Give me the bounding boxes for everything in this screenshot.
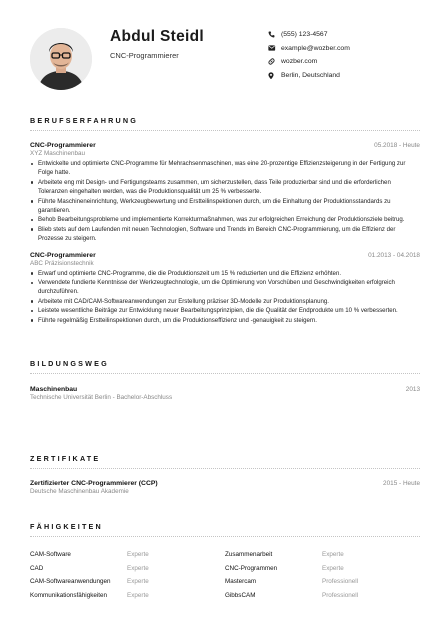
skills-heading: FÄHIGKEITEN [30, 522, 103, 531]
email-icon [268, 45, 281, 51]
section-divider [30, 468, 420, 469]
skill-item [225, 575, 420, 589]
section-divider [30, 536, 420, 537]
achievement-item: Erwarf und optimierte CNC-Programme, die die Produktionszeit um 15 % reduzierten und die Effizienz erhöhten. [30, 269, 420, 278]
achievement-item: Verwendete fundierte Kenntnisse der Werkzeugtechnologie, um die Optimierung von Vorschüben und Geschwindigkeiten erfolgreich durchzuführen. [30, 278, 420, 297]
contact-website-text: wozber.com [281, 58, 318, 66]
skill-item [30, 548, 225, 562]
skills-column-right [225, 548, 420, 602]
location-icon [268, 72, 281, 80]
achievement-item: Arbeitete eng mit Design- und Fertigungsteams zusammen, um sicherzustellen, dass Teile produzierbar sind und die erforderlichen Toleranzen eingehalten werden, was die Produktionsqualität um 25 % verbesserte. [30, 178, 420, 197]
skill-name: GibbsCAM [225, 592, 256, 600]
contact-phone [268, 28, 350, 42]
contact-location-text: Berlin, Deutschland [281, 72, 340, 80]
skill-level: Experte [127, 592, 149, 600]
contact-website[interactable] [268, 55, 350, 69]
skill-item [225, 548, 420, 562]
contact-email-text: example@wozber.com [281, 44, 350, 52]
certificate-issuer: Deutsche Maschinenbau Akademie [30, 488, 129, 495]
job-title: CNC-Programmierer [30, 142, 96, 149]
job-title: CNC-Programmierer [30, 251, 96, 259]
skills-section [30, 522, 420, 602]
education-date: 2013 [405, 386, 420, 393]
experience-heading: BERUFSERFAHRUNG [30, 116, 139, 125]
job-achievements [30, 269, 420, 325]
contact-location [268, 69, 350, 83]
skill-name: CAD [30, 564, 44, 572]
education-entry [30, 386, 420, 401]
skill-name: CAM-Softwareanwendungen [30, 578, 111, 586]
resume-header [30, 22, 420, 94]
skills-grid [30, 548, 420, 602]
job-date: 05.2018 - Heute [374, 142, 420, 149]
job-date: 01.2013 - 04.2018 [368, 251, 420, 259]
achievement-item: Blieb stets auf dem Laufenden mit neuen Technologien, Software und Trends im Bereich CNC-Programmierung, um die Effizienz der Prozesse zu steigern. [30, 225, 420, 244]
achievement-item: Behob Bearbeitungsprobleme und implementierte Korrekturmaßnahmen, was zur erfolgreichen Erreichung der Produktionsziele beitrug. [30, 215, 420, 224]
avatar [30, 28, 92, 90]
skill-level: Experte [127, 578, 149, 586]
skill-name: Mastercam [225, 578, 257, 586]
skill-level: Experte [322, 564, 344, 572]
achievement-item: Führte regelmäßig Erstteilinspektionen durch, um die Produktionseffizienz und -genauigkeit zu steigern. [30, 316, 420, 325]
candidate-role: CNC-Programmierer [110, 51, 179, 60]
contact-list [268, 28, 350, 82]
phone-icon [268, 31, 281, 38]
section-divider [30, 130, 420, 131]
skill-level: Experte [322, 551, 344, 559]
skill-name: CAM-Software [30, 551, 71, 559]
skill-level: Professionell [322, 592, 359, 600]
certificates-heading: ZERTIFIKATE [30, 454, 101, 463]
skill-item [30, 589, 225, 603]
skill-name: CNC-Programmen [225, 564, 278, 572]
experience-section [30, 116, 420, 325]
skill-item [225, 589, 420, 603]
achievement-item: Führte Maschineneinrichtung, Werkzeugbewertung und Erstteilinspektionen durch, um die Einhaltung der Produktionsstandards zu garantieren. [30, 197, 420, 216]
job-entry [30, 142, 420, 244]
skill-level: Experte [127, 564, 149, 572]
job-entry [30, 252, 420, 325]
certificate-date: 2015 - Heute [383, 480, 420, 487]
degree-title: Maschinenbau [30, 386, 78, 393]
job-company: XYZ Maschinenbau [30, 150, 85, 157]
achievement-item: Arbeitete mit CAD/CAM-Softwareanwendungen zur Erstellung präziser 3D-Modelle zur Produktionsplanung. [30, 297, 420, 306]
certificate-title: Zertifizierter CNC-Programmierer (CCP) [30, 480, 158, 487]
skill-name: Zusammenarbeit [225, 551, 273, 559]
skill-level: Professionell [322, 578, 359, 586]
achievement-item: Entwickelte und optimierte CNC-Programme für Mehrachsenmaschinen, was eine 20-prozentige Effizienzsteigerung in der Fertigung zur Folge hatte. [30, 159, 420, 178]
skill-item [30, 575, 225, 589]
candidate-name: Abdul Steidl [110, 28, 205, 45]
skills-column-left [30, 548, 225, 602]
education-section [30, 359, 420, 401]
education-heading: BILDUNGSWEG [30, 359, 109, 368]
certificates-section [30, 454, 420, 495]
section-divider [30, 373, 420, 374]
achievement-item: Leistete wesentliche Beiträge zur Entwicklung neuer Bearbeitungsprinzipien, die die Qualität der Endprodukte um 10 % verbesserten. [30, 306, 420, 315]
education-institution: Technische Universität Berlin - Bachelor-Abschluss [30, 394, 173, 401]
skill-item [225, 562, 420, 576]
contact-email[interactable] [268, 42, 350, 56]
skill-level: Experte [127, 551, 149, 559]
link-icon [268, 58, 281, 65]
skill-item [30, 562, 225, 576]
job-achievements [30, 159, 420, 244]
job-company: ABC Präzisionstechnik [30, 259, 94, 267]
certificate-entry [30, 480, 420, 495]
profile-photo [30, 28, 92, 90]
contact-phone-text: (555) 123-4567 [281, 31, 328, 39]
skill-name: Kommunikationsfähigkeiten [30, 592, 108, 600]
